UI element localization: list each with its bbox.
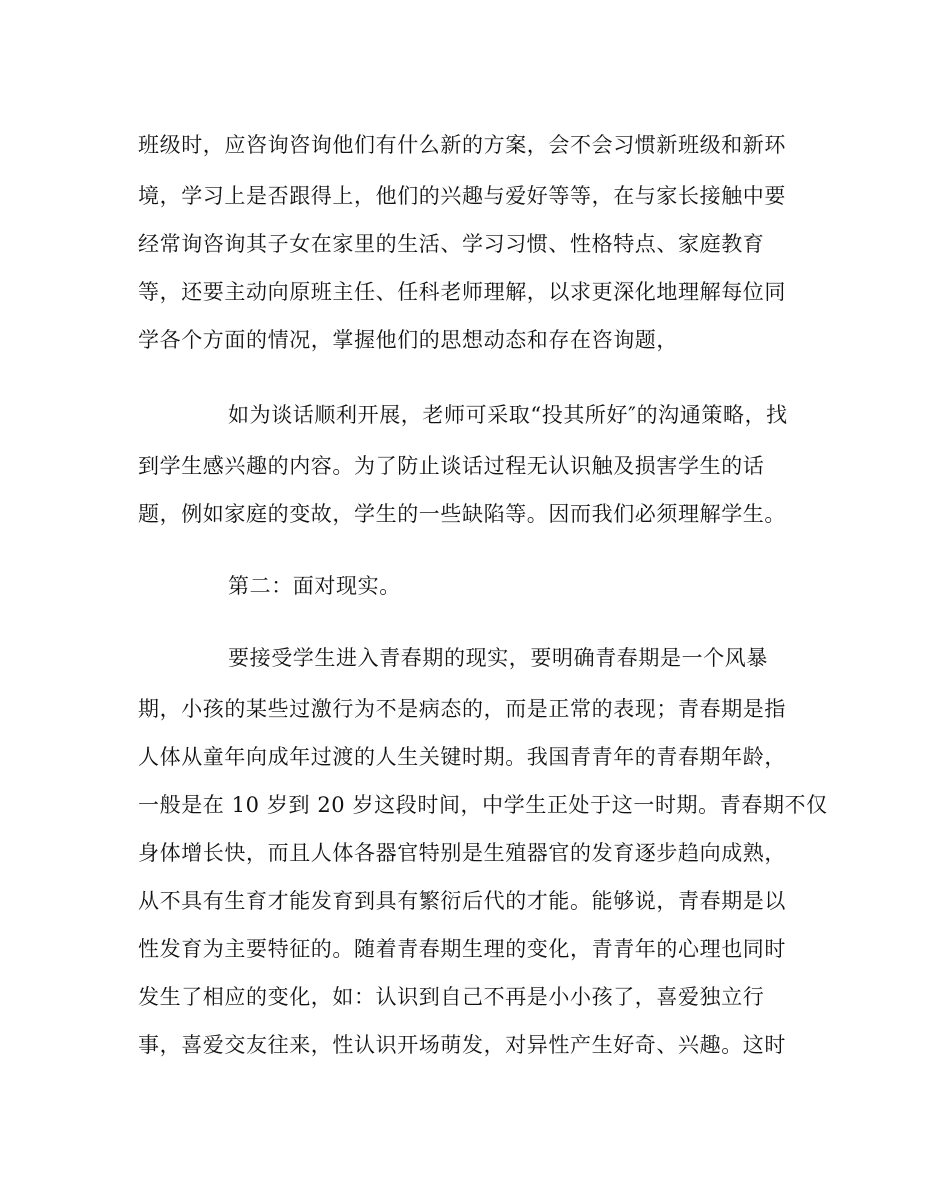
paragraph-2-line-1: 如为谈话顺利开展，老师可采取“投其所好″的沟通策略，找	[228, 403, 788, 427]
paragraph-3-line-9: 事，喜爱交友往来，性认识开场萌发，对异性产生好奇、兴趣。这时	[138, 1033, 786, 1057]
paragraph-3-line-2: 期，小孩的某些过激行为不是病态的，而是正常的表现；青春期是指	[138, 697, 786, 721]
paragraph-2-line-3: 题，例如家庭的变故，学生的一些缺陷等。因而我们必须理解学生。	[138, 502, 786, 526]
paragraph-2-line-2: 到学生感兴趣的内容。为了防止谈话过程无认识触及损害学生的话	[138, 454, 765, 478]
section-heading-2: 第二：面对现实。	[228, 574, 401, 598]
paragraph-3-line-3: 人体从童年向成年过渡的人生关键时期。我国青青年的青春期年龄，	[138, 745, 786, 769]
paragraph-3-line-7: 性发育为主要特征的。随着青春期生理的变化，青青年的心理也同时	[138, 937, 786, 961]
paragraph-3-line-6: 从不具有生育才能发育到具有繁衍后代的才能。能够说，青春期是以	[138, 889, 786, 913]
paragraph-3-line-1: 要接受学生进入青春期的现实，要明确青春期是一个风暴	[228, 646, 768, 670]
paragraph-1-line-3: 经常询咨询其子女在家里的生活、学习习惯、性格特点、家庭教育	[138, 232, 765, 256]
paragraph-1-line-4: 等，还要主动向原班主任、任科老师理解，以求更深化地理解每位同	[138, 280, 786, 304]
paragraph-3-line-4: 一般是在 10 岁到 20 岁这段时间，中学生正处于这一时期。青春期不仅	[138, 793, 828, 817]
paragraph-3-line-5: 身体增长快，而且人体各器官特别是生殖器官的发育逐步趋向成熟，	[138, 841, 786, 865]
paragraph-1-line-5: 学各个方面的情况，掌握他们的思想动态和存在咨询题，	[138, 328, 678, 352]
paragraph-1-line-1: 班级时，应咨询咨询他们有什么新的方案，会不会习惯新班级和新环	[138, 133, 786, 157]
paragraph-3-line-8: 发生了相应的变化，如：认识到自己不再是小小孩了，喜爱独立行	[138, 985, 765, 1009]
paragraph-1-line-2: 境，学习上是否跟得上，他们的兴趣与爱好等等，在与家长接触中要	[138, 184, 786, 208]
